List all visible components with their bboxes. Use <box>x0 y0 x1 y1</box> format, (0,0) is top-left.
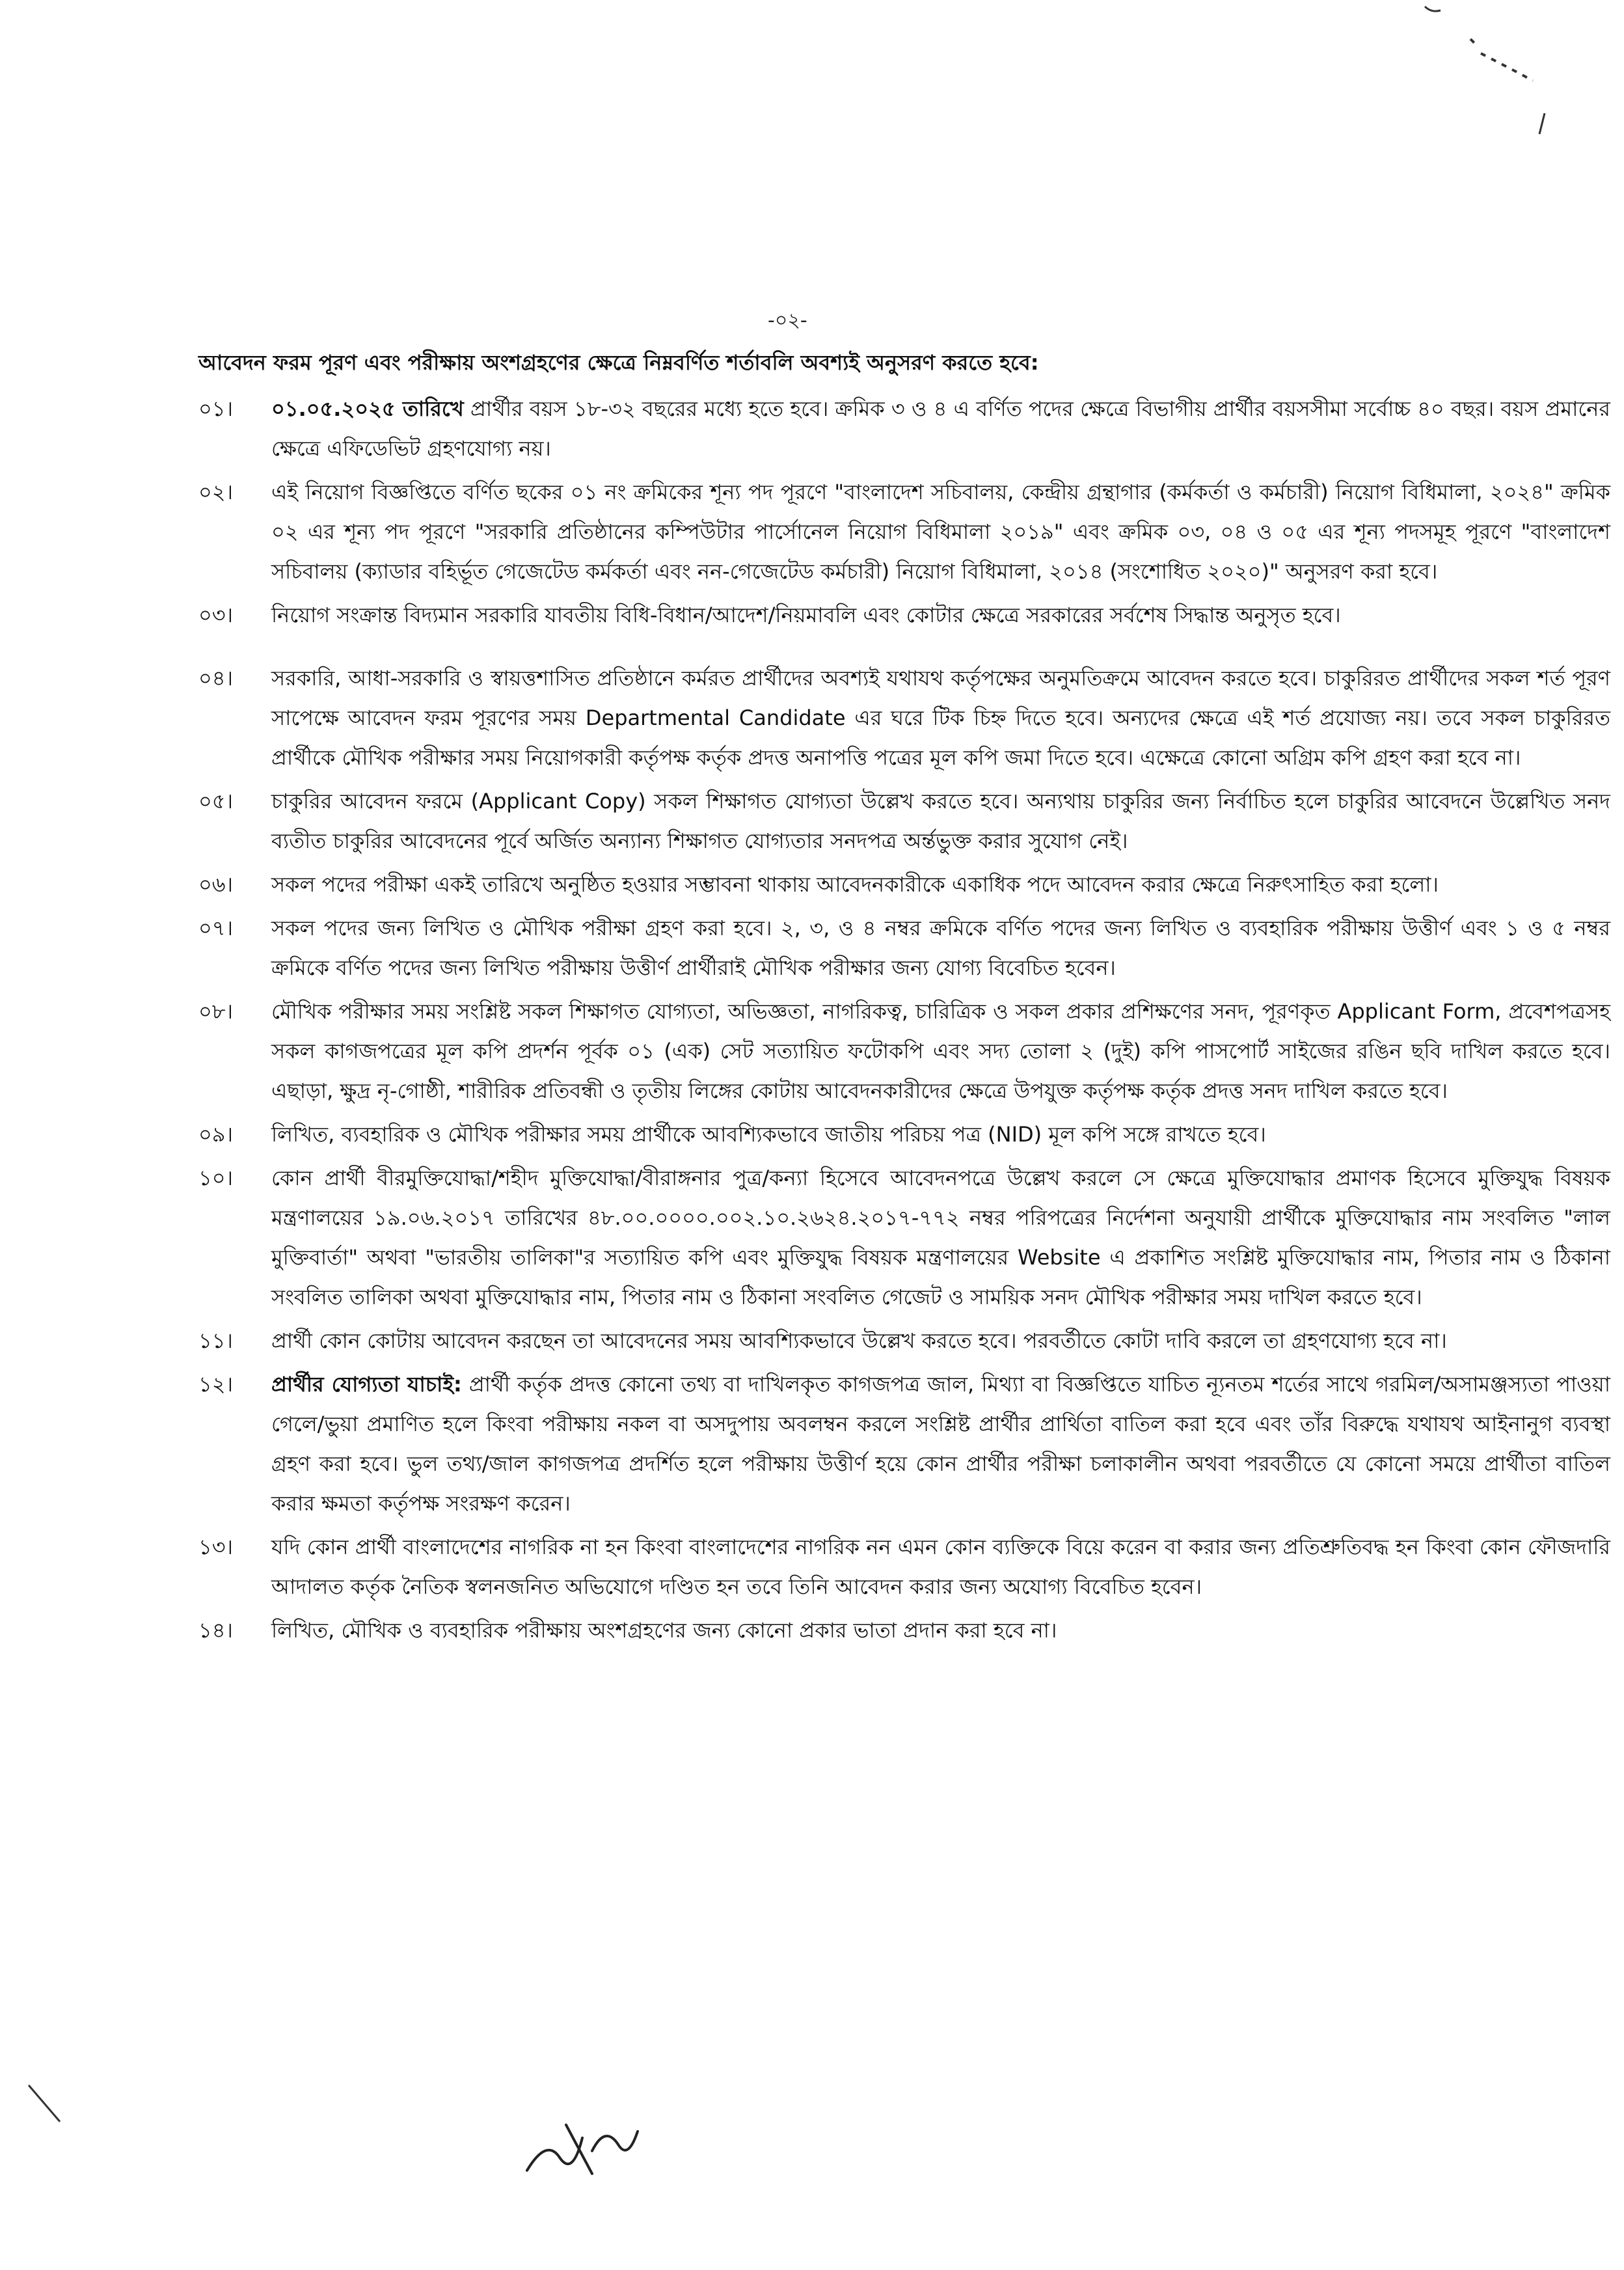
clause-text: যদি কোন প্রার্থী বাংলাদেশের নাগরিক না হন কিংবা বাংলাদেশের নাগরিক নন এমন কোন ব্যক্তিকে বিয়ে করেন বা করার জন্য প্রতিশ্রুতিবদ্ধ হন কিংবা কোন ফৌজদারি আদালত কর্তৃক নৈতিক স্বলনজনিত অভিযোগে দণ্ডিত হন তবে তিনি আবেদন করার জন্য অযোগ্য বিবেচিত হবেন। <box>271 1535 1610 1599</box>
clause-text: সকল পদের জন্য লিখিত ও মৌখিক পরীক্ষা গ্রহণ করা হবে। ২, ৩, ও ৪ নম্বর ক্রমিকে বর্ণিত পদের জন্য লিখিত ও ব্যবহারিক পরীক্ষায় উত্তীর্ণ এবং ১ ও ৫ নম্বর ক্রমিকে বর্ণিত পদের জন্য লিখিত পরীক্ষায় উত্তীর্ণ প্রার্থীরাই মৌখিক পরীক্ষার জন্য যোগ্য বিবেচিত হবেন। <box>271 916 1610 980</box>
clause-text: প্রার্থীর বয়স ১৮-৩২ বছরের মধ্যে হতে হবে। ক্রমিক ৩ ও ৪ এ বর্ণিত পদের ক্ষেত্রে বিভাগীয় প্রার্থীর বয়সসীমা সর্বোচ্চ ৪০ বছর। বয়স প্রমানের ক্ষেত্রে এফিডেভিট গ্রহণযোগ্য নয়। <box>271 396 1610 461</box>
clause-number: ১১। <box>198 1328 233 1353</box>
clause-05 <box>198 782 1610 861</box>
clause-number: ১২। <box>198 1372 234 1397</box>
clause-number: ১০। <box>198 1166 234 1190</box>
clause-text: প্রার্থী কোন কোটায় আবেদন করছেন তা আবেদনের সময় আবশ্যিকভাবে উল্লেখ করতে হবে। পরবর্তীতে কোটা দাবি করলে তা গ্রহণযোগ্য হবে না। <box>271 1328 1447 1353</box>
clause-04 <box>198 659 1610 778</box>
clause-text: লিখিত, মৌখিক ও ব্যবহারিক পরীক্ষায় অংশগ্রহণের জন্য কোনো প্রকার ভাতা প্রদান করা হবে না। <box>271 1618 1057 1643</box>
page-number: -০২- <box>768 309 807 332</box>
clause-10 <box>198 1158 1610 1317</box>
clause-03 <box>198 595 1610 635</box>
clause-11 <box>198 1321 1610 1361</box>
clause-text: এই নিয়োগ বিজ্ঞপ্তিতে বর্ণিত ছকের ০১ নং ক্রমিকের শূন্য পদ পূরণে "বাংলাদেশ সচিবালয়, কেন্দ্রীয় গ্রন্থাগার (কর্মকর্তা ও কর্মচারী) নিয়োগ বিধিমালা, ২০২৪" ক্রমিক ০২ এর শূন্য পদ পূরণে "সরকারি প্রতিষ্ঠানের কম্পিউটার পার্সোনেল নিয়োগ বিধিমালা ২০১৯" এবং ক্রমিক ০৩, ০৪ ও ০৫ এর শূন্য পদসমূহ পূরণে "বাংলাদেশ সচিবালয় (ক্যাডার বহির্ভূত গেজেটেড কর্মকর্তা এবং নন-গেজেটেড কর্মচারী) নিয়োগ বিধিমালা, ২০১৪ (সংশোধিত ২০২০)" অনুসরণ করা হবে। <box>271 480 1610 584</box>
clause-08 <box>198 992 1610 1111</box>
signature <box>521 2112 644 2183</box>
clause-number: ০৭। <box>198 916 234 940</box>
clause-02 <box>198 472 1610 592</box>
clause-number: ১৩। <box>198 1535 234 1559</box>
clause-number: ০১। <box>198 396 234 421</box>
clause-number: ০৯। <box>198 1122 234 1147</box>
clause-lead: প্রার্থীর যোগ্যতা যাচাই: <box>271 1372 462 1397</box>
clause-number: ০৬। <box>198 872 234 897</box>
clause-text: চাকুরির আবেদন ফরমে (Applicant Copy) সকল শিক্ষাগত যোগ্যতা উল্লেখ করতে হবে। অন্যথায় চাকুরির জন্য নির্বাচিত হলে চাকুরির আবেদনে উল্লেখিত সনদ ব্যতীত চাকুরির আবেদনের পূর্বে অর্জিত অন্যান্য শিক্ষাগত যোগ্যতার সনদপত্র অর্ন্তভুক্ত করার সুযোগ নেই। <box>271 789 1610 853</box>
clause-text: মৌখিক পরীক্ষার সময় সংশ্লিষ্ট সকল শিক্ষাগত যোগ্যতা, অভিজ্ঞতা, নাগরিকত্ব, চারিত্রিক ও সকল প্রকার প্রশিক্ষণের সনদ, পূরণকৃত Applicant Form, প্রবেশপত্রসহ সকল কাগজপত্রের মূল কপি প্রদর্শন পূর্বক ০১ (এক) সেট সত্যায়িত ফটোকপি এবং সদ্য তোলা ২ (দুই) কপি পাসপোর্ট সাইজের রঙিন ছবি দাখিল করতে হবে। এছাড়া, ক্ষুদ্র নৃ-গোষ্ঠী, শারীরিক প্রতিবন্ধী ও তৃতীয় লিঙ্গের কোটায় আবেদনকারীদের ক্ষেত্রে উপযুক্ত কর্তৃপক্ষ কর্তৃক প্রদত্ত সনদ দাখিল করতে হবে। <box>271 999 1610 1103</box>
clause-number: ০৩। <box>198 603 234 627</box>
clause-text: লিখিত, ব্যবহারিক ও মৌখিক পরীক্ষার সময় প্রার্থীকে আবশ্যিকভাবে জাতীয় পরিচয় পত্র (NID) মূল কপি সঙ্গে রাখতে হবে। <box>271 1122 1266 1147</box>
clause-number: ০৫। <box>198 789 234 814</box>
pen-mark-left <box>26 2083 65 2128</box>
clause-lead: ০১.০৫.২০২৫ তারিখে <box>271 396 464 421</box>
clause-number: ০২। <box>198 480 234 504</box>
clause-number: ০৮। <box>198 999 234 1024</box>
clause-number: ১৪। <box>198 1618 233 1643</box>
clause-01 <box>198 389 1610 469</box>
clause-text: সরকারি, আধা-সরকারি ও স্বায়ত্তশাসিত প্রতিষ্ঠানে কর্মরত প্রার্থীদের অবশ্যই যথাযথ কর্তৃপক্ষের অনুমতিক্রমে আবেদন করতে হবে। চাকুরিরত প্রার্থীদের সকল শর্ত পূরণ সাপেক্ষে আবেদন ফরম পূরণের সময় Departmental Candidate এর ঘরে টিক চিহ্ন দিতে হবে। অন্যদের ক্ষেত্রে এই শর্ত প্রযোজ্য নয়। তবে সকল চাকুরিরত প্রার্থীকে মৌখিক পরীক্ষার সময় নিয়োগকারী কর্তৃপক্ষ কর্তৃক প্রদত্ত অনাপত্তি পত্রের মূল কপি জমা দিতে হবে। এক্ষেত্রে কোনো অগ্রিম কপি গ্রহণ করা হবে না। <box>271 666 1610 770</box>
clause-14 <box>198 1611 1610 1650</box>
clause-09 <box>198 1115 1610 1155</box>
clause-text: কোন প্রার্থী বীরমুক্তিযোদ্ধা/শহীদ মুক্তিযোদ্ধা/বীরাঙ্গনার পুত্র/কন্যা হিসেবে আবেদনপত্রে উল্লেখ করলে সে ক্ষেত্রে মুক্তিযোদ্ধার প্রমাণক হিসেবে মুক্তিযুদ্ধ বিষয়ক মন্ত্রণালয়ের ১৯.০৬.২০১৭ তারিখের ৪৮.০০.০০০০.০০২.১০.২৬২৪.২০১৭-৭৭২ নম্বর পরিপত্রের নির্দেশনা অনুযায়ী প্রার্থীকে মুক্তিযোদ্ধার নাম সংবলিত "লাল মুক্তিবার্তা" অথবা "ভারতীয় তালিকা"র সত্যায়িত কপি এবং মুক্তিযুদ্ধ বিষয়ক মন্ত্রণালয়ের Website এ প্রকাশিত সংশ্লিষ্ট মুক্তিযোদ্ধার নাম, পিতার নাম ও ঠিকানা সংবলিত তালিকা অথবা মুক্তিযোদ্ধার নাম, পিতার নাম ও ঠিকানা সংবলিত গেজেট ও সাময়িক সনদ মৌখিক পরীক্ষার সময় দাখিল করতে হবে। <box>271 1166 1610 1309</box>
clause-text: প্রার্থী কর্তৃক প্রদত্ত কোনো তথ্য বা দাখিলকৃত কাগজপত্র জাল, মিথ্যা বা বিজ্ঞপ্তিতে যাচিত ন্যূনতম শর্তের সাথে গরমিল/অসামঞ্জস্যতা পাওয়া গেলে/ভুয়া প্রমাণিত হলে কিংবা পরীক্ষায় নকল বা অসদুপায় অবলম্বন করলে সংশ্লিষ্ট প্রার্থীর প্রার্থিতা বাতিল করা হবে এবং তাঁর বিরুদ্ধে যথাযথ আইনানুগ ব্যবস্থা গ্রহণ করা হবে। ভুল তথ্য/জাল কাগজপত্র প্রদর্শিত হলে পরীক্ষায় উত্তীর্ণ হয়ে কোন প্রার্থীর পরীক্ষা চলাকালীন অথবা পরবর্তীতে যে কোনো সময়ে প্রার্থীতা বাতিল করার ক্ষমতা কর্তৃপক্ষ সংরক্ষণ করেন। <box>271 1372 1610 1516</box>
clause-12 <box>198 1365 1610 1524</box>
clause-07 <box>198 909 1610 988</box>
clause-list <box>198 389 1610 1650</box>
clause-text: সকল পদের পরীক্ষা একই তারিখে অনুষ্ঠিত হওয়ার সম্ভাবনা থাকায় আবেদনকারীকে একাধিক পদে আবেদন করার ক্ষেত্রে নিরুৎসাহিত করা হলো। <box>271 872 1439 897</box>
conditions-heading: আবেদন ফরম পূরণ এবং পরীক্ষায় অংশগ্রহণের ক্ষেত্রে নিম্নবর্ণিত শর্তাবলি অবশ্যই অনুসরণ করতে হবে: <box>198 350 1039 375</box>
pen-mark-top-right <box>1418 0 1575 143</box>
clause-number: ০৪। <box>198 666 234 691</box>
clause-text: নিয়োগ সংক্রান্ত বিদ্যমান সরকারি যাবতীয় বিধি-বিধান/আদেশ/নিয়মাবলি এবং কোটার ক্ষেত্রে সরকারের সর্বশেষ সিদ্ধান্ত অনুসৃত হবে। <box>271 603 1341 627</box>
clause-06 <box>198 865 1610 905</box>
clause-13 <box>198 1527 1610 1607</box>
